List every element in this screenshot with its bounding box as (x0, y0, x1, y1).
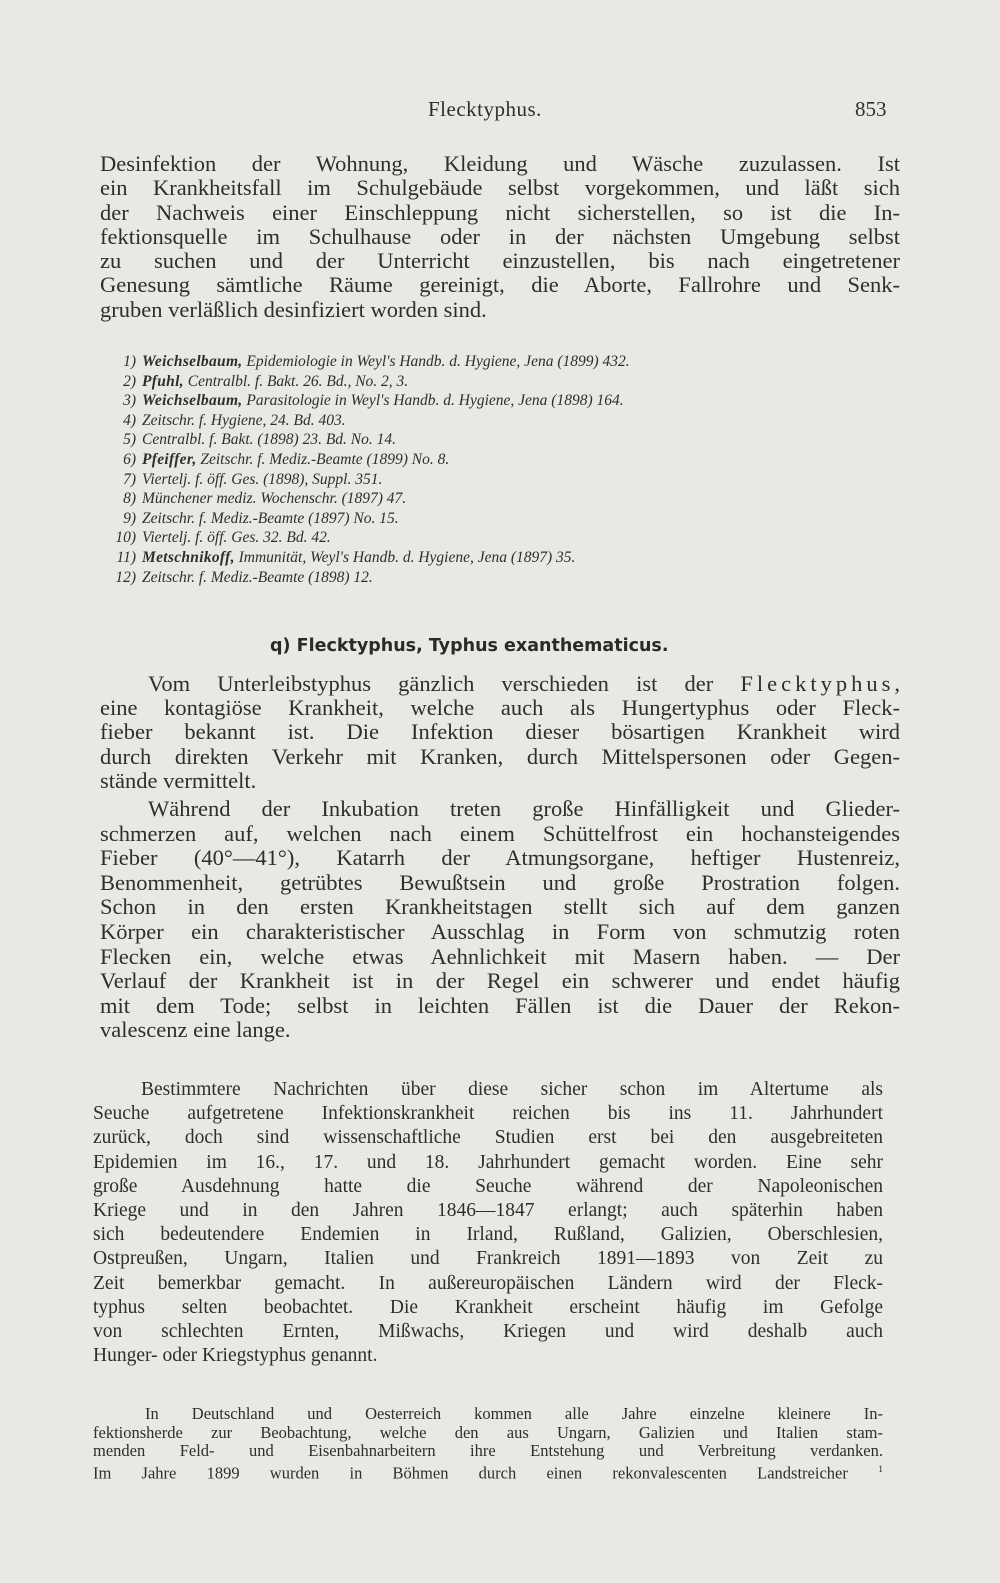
reference-number: 5) (123, 431, 136, 449)
paragraph-definition (100, 672, 900, 793)
reference-number: 12) (115, 568, 136, 586)
reference-item (110, 411, 890, 431)
text-line (100, 672, 900, 696)
reference-text: Centralbl. f. Bakt. 26. Bd., No. 2, 3. (183, 372, 409, 390)
text-line (93, 1461, 883, 1483)
text-line: Bestimmtere Nachrichten über diese sicher schon im Altertume als (141, 1079, 883, 1100)
footnote-marker: 1 (878, 1463, 883, 1475)
text-line: sich bedeutendere Endemien in Irland, Rußland, Galizien, Oberschlesien, (93, 1224, 883, 1246)
reference-item (110, 489, 890, 509)
paragraph-small-print (93, 1405, 883, 1483)
text-line: menden Feld- und Eisenbahnarbeitern ihre Entstehung und Verbreitung verdanken. (93, 1441, 883, 1461)
text-line: fektionsherde zur Beobachtung, welche den aus Ungarn, Galizien und Italien stam- (93, 1422, 883, 1442)
reference-text: Zeitschr. f. Hygiene, 24. Bd. 403. (142, 411, 346, 429)
reference-number: 11) (116, 548, 136, 566)
text-line: Genesung sämtliche Räume gereinigt, die Aborte, Fallrohre und Senk- (100, 272, 900, 298)
reference-text: Epidemiologie in Weyl's Handb. d. Hygiene, Jena (1899) 432. (242, 353, 630, 370)
reference-text: Münchener mediz. Wochenschr. (1897) 47. (142, 490, 407, 508)
text-line: Desinfektion der Wohnung, Kleidung und Wäsche zuzulassen. Ist (100, 151, 900, 176)
reference-item (110, 430, 890, 450)
page-number: 853 (855, 97, 887, 121)
reference-number: 2) (123, 372, 136, 390)
reference-number: 8) (123, 490, 136, 508)
reference-text: Immunität, Weyl's Handb. d. Hygiene, Jena (1897) 35. (234, 548, 576, 566)
reference-text: Zeitschr. f. Mediz.-Beamte (1897) No. 15. (142, 509, 399, 527)
text-line: Ostpreußen, Ungarn, Italien und Frankreich 1891—1893 von Zeit zu (93, 1248, 883, 1270)
reference-item (110, 450, 890, 470)
reference-author: Weichselbaum, (142, 353, 243, 370)
text-line: gruben verläßlich desinfiziert worden sind. (100, 296, 487, 322)
text-line: Flecken ein, welche etwas Aehnlichkeit mit Masern haben. — Der (100, 943, 900, 969)
text-line: der Nachweis einer Einschleppung nicht sicherstellen, so ist die In- (100, 199, 900, 225)
text-line: In Deutschland und Oesterreich kommen alle Jahre einzelne kleinere In- (145, 1404, 883, 1423)
reference-item (110, 352, 890, 372)
text-line: mit dem Tode; selbst in leichten Fällen ist die Dauer der Rekon- (100, 992, 900, 1018)
reference-item (110, 509, 890, 529)
text-line: zurück, doch sind wissenschaftliche Studien erst bei den ausgebreiteten (93, 1127, 883, 1149)
reference-author: Weichselbaum, (142, 392, 243, 410)
reference-item (110, 528, 890, 548)
text-line: Seuche aufgetretene Infektionskrankheit reichen bis ins 11. Jahrhundert (93, 1103, 883, 1125)
text-line: Schon in den ersten Krankheitstagen stellt sich auf dem ganzen (100, 894, 900, 920)
reference-number: 3) (123, 392, 136, 410)
reference-number: 4) (123, 411, 136, 429)
text-line: Fieber (40°—41°), Katarrh der Atmungsorgane, heftiger Hustenreiz, (100, 845, 900, 871)
paragraph-symptoms (100, 797, 900, 1043)
text-line: Benommenheit, getrübtes Bewußtsein und große Prostration folgen. (100, 869, 900, 895)
text-segment: Im Jahre 1899 wurden in Böhmen durch einen rekonvalescenten Landstreicher (93, 1463, 848, 1483)
reference-number: 9) (123, 509, 136, 527)
emphasized-term: Flecktyphus (740, 671, 895, 696)
reference-item (110, 470, 890, 490)
text-line: Verlauf der Krankheit ist in der Regel ein schwerer und endet häufig (100, 968, 900, 994)
text-line: große Ausdehnung hatte die Seuche während der Napoleonischen (93, 1175, 883, 1197)
reference-item (110, 391, 890, 411)
paragraph-history (93, 1078, 883, 1368)
reference-author: Pfuhl, (142, 372, 184, 390)
reference-number: 1) (123, 353, 136, 370)
reference-author: Metschnikoff, (142, 548, 235, 566)
reference-item (110, 568, 890, 588)
reference-text: Zeitschr. f. Mediz.-Beamte (1899) No. 8. (196, 450, 450, 468)
reference-list (110, 352, 890, 587)
reference-author: Pfeiffer, (142, 450, 197, 468)
text-line: zu suchen und der Unterricht einzustellen, bis nach eingetretener (100, 248, 900, 274)
text-line: valescenz eine lange. (100, 1017, 291, 1043)
running-title: Flecktyphus. (428, 97, 542, 121)
reference-text: Parasitologie in Weyl's Handb. d. Hygiene, Jena (1898) 164. (242, 392, 624, 410)
reference-item (110, 548, 890, 568)
reference-text: Viertelj. f. öff. Ges. 32. Bd. 42. (142, 529, 331, 547)
text-line: Während der Inkubation treten große Hinfälligkeit und Glieder- (148, 796, 900, 821)
text-segment: Vom Unterleibstyphus gänzlich verschieden ist der (148, 671, 741, 696)
text-line: Körper ein charakteristischer Ausschlag in Form von schmutzig roten (100, 918, 900, 944)
text-line: durch direkten Verkehr mit Kranken, durch Mittelspersonen oder Gegen- (100, 743, 900, 769)
reference-text: Centralbl. f. Bakt. (1898) 23. Bd. No. 14. (142, 431, 397, 449)
text-line: fektionsquelle im Schulhause oder in der nächsten Umgebung selbst (100, 223, 900, 249)
section-heading: q) Flecktyphus, Typhus exanthematicus. (270, 636, 669, 656)
paragraph-intro (100, 152, 900, 322)
reference-number: 7) (123, 470, 136, 488)
reference-number: 6) (123, 450, 136, 468)
text-line: ein Krankheitsfall im Schulgebäude selbst vorgekommen, und läßt sich (100, 175, 900, 201)
text-line: Hunger- oder Kriegstyphus genannt. (93, 1345, 378, 1367)
reference-text: Viertelj. f. öff. Ges. (1898), Suppl. 351. (142, 470, 383, 488)
reference-item (110, 372, 890, 392)
text-line: schmerzen auf, welchen nach einem Schüttelfrost ein hochansteigendes (100, 820, 900, 846)
text-line: typhus selten beobachtet. Die Krankheit erscheint häufig im Gefolge (93, 1296, 883, 1318)
text-line: fieber bekannt ist. Die Infektion dieser bösartigen Krankheit wird (100, 719, 900, 745)
text-line: Kriege und in den Jahren 1846—1847 erlangt; auch späterhin haben (93, 1200, 883, 1222)
text-line: eine kontagiöse Krankheit, welche auch als Hungertyphus oder Fleck- (100, 695, 900, 721)
text-line: stände vermittelt. (100, 767, 257, 793)
reference-number: 10) (115, 529, 136, 547)
reference-text: Zeitschr. f. Mediz.-Beamte (1898) 12. (142, 568, 373, 586)
text-segment: , (894, 671, 900, 696)
text-line: von schlechten Ernten, Mißwachs, Kriegen und wird deshalb auch (93, 1321, 883, 1343)
text-line: Epidemien im 16., 17. und 18. Jahrhundert gemacht worden. Eine sehr (93, 1151, 883, 1173)
text-line: Zeit bemerkbar gemacht. In außereuropäischen Ländern wird der Fleck- (93, 1272, 883, 1294)
